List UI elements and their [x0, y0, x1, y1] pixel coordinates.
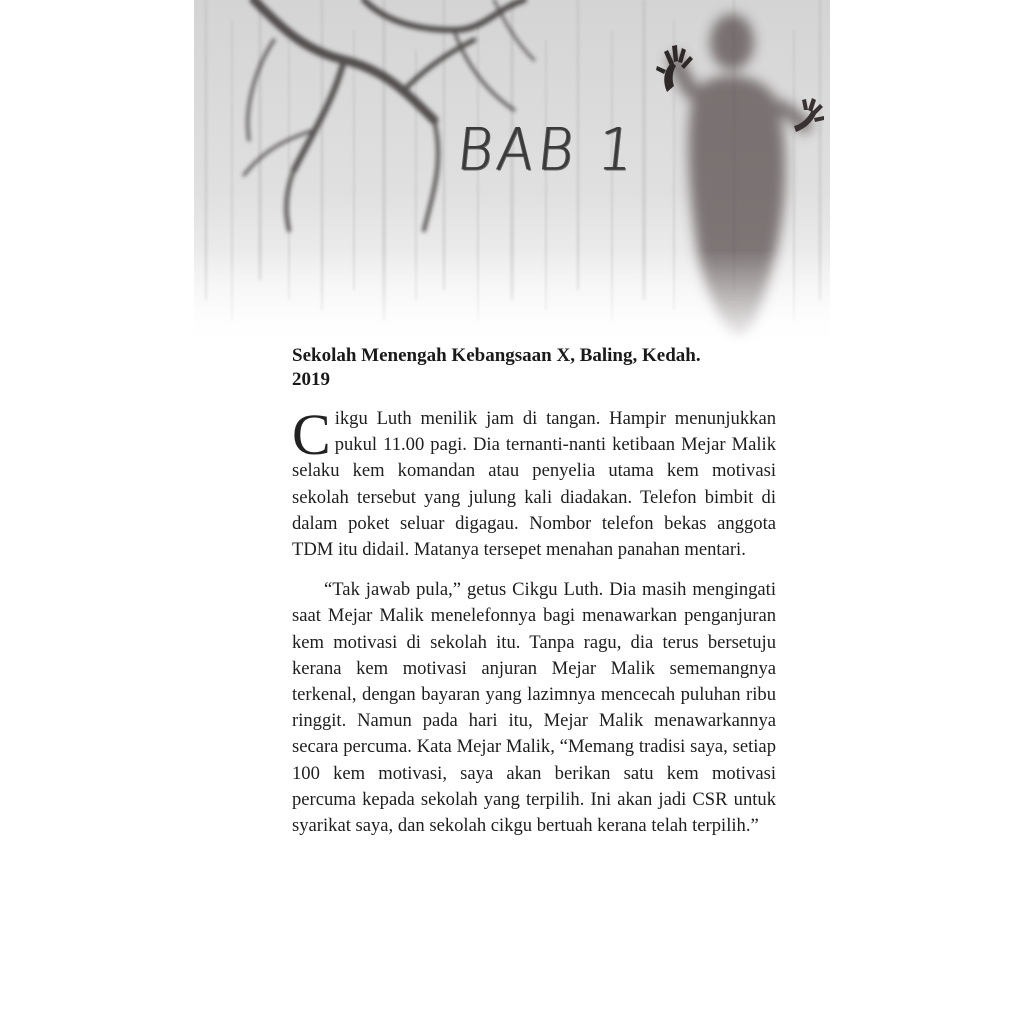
book-page: [194, 0, 830, 1024]
chapter-banner-illustration: [194, 0, 830, 350]
paragraph-2: “Tak jawab pula,” getus Cikgu Luth. Dia masih mengingati saat Mejar Malik menelefonnya bagi menawarkan penganjuran kem motivasi di sekolah itu. Tanpa ragu, dia terus bersetuju kerana kem motivasi anjuran Mejar Malik sememangnya terkenal, dengan bayaran yang lazimnya mencecah puluhan ribu ringgit. Namun pada hari itu, Mejar Malik menawarkannya secara percuma. Kata Mejar Malik, “Memang tradisi saya, setiap 100 kem motivasi, saya akan berikan satu kem motivasi percuma kepada sekolah yang terpilih. Ini akan jadi CSR untuk syarikat saya, dan sekolah cikgu bertuah kerana telah terpilih.”: [292, 579, 776, 837]
heading-location: Sekolah Menengah Kebangsaan X, Baling, Kedah.: [292, 345, 701, 366]
chapter-body: [292, 344, 776, 853]
drop-cap: C: [292, 402, 331, 467]
paragraph-1-text: ikgu Luth menilik jam di tangan. Hampir menunjukkan pukul 11.00 pagi. Dia ternanti-nanti ketibaan Mejar Malik selaku kem komandan atau penyelia utama kem motivasi sekolah tersebut yang julung kali diadakan. Telefon bimbit di dalam poket seluar digagau. Nombor telefon bekas anggota TDM itu didail. Matanya tersepet menahan panahan mentari.: [292, 408, 776, 561]
heading-year: 2019: [292, 369, 330, 390]
section-heading: [292, 344, 776, 392]
paragraph-1: [292, 402, 776, 563]
chapter-title: BAB 1: [454, 115, 641, 184]
